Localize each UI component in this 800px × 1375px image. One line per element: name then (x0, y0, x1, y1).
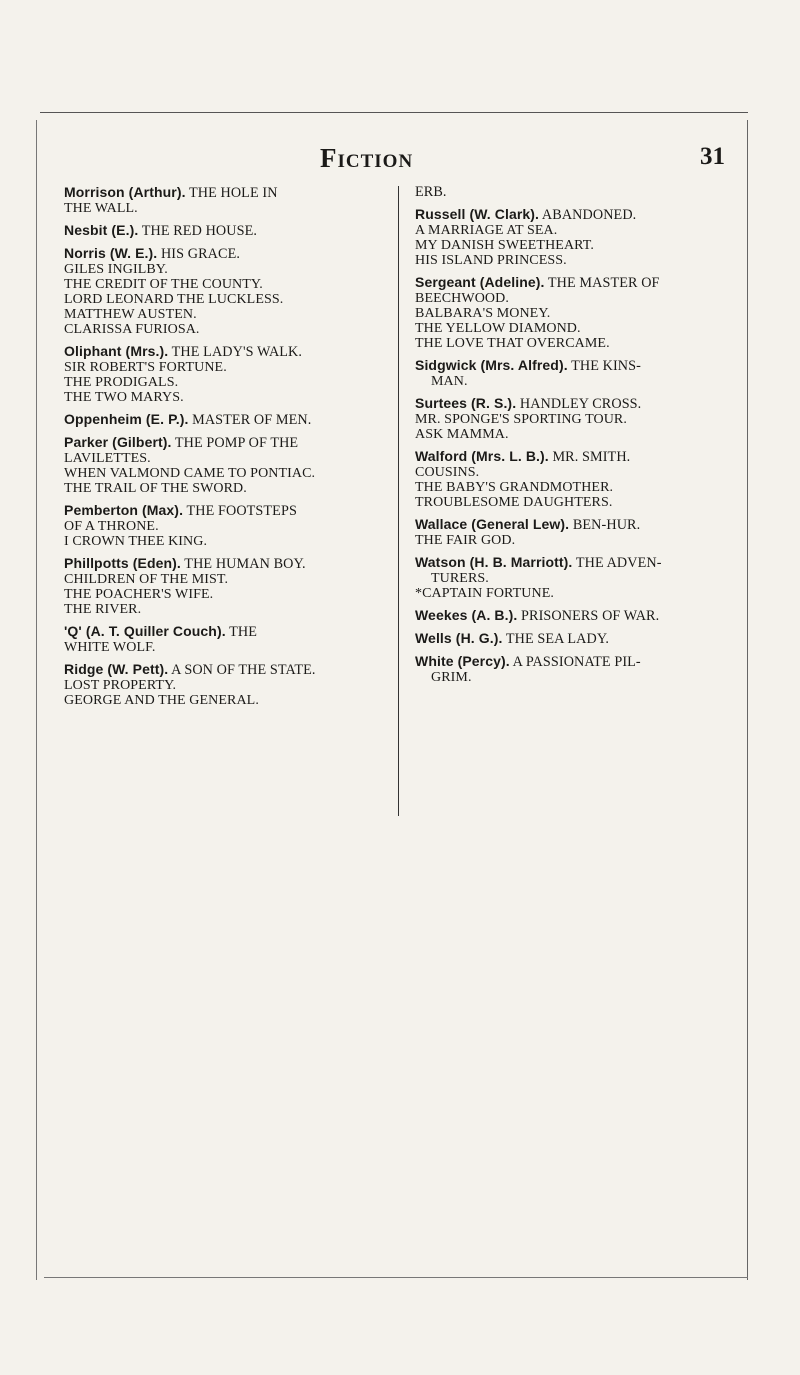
book-title: GEORGE AND THE GENERAL. (64, 693, 259, 708)
book-title: HIS GRACE. (160, 246, 240, 262)
catalogue-entry (415, 396, 735, 442)
catalogue-entry (415, 358, 735, 389)
author-name: Morrison (Arthur). (64, 184, 186, 200)
book-title: THE LADY'S WALK. (171, 344, 303, 360)
entry-title-line (64, 678, 384, 693)
book-title: THE BABY'S GRANDMOTHER. (415, 480, 614, 495)
book-title: THE PRODIGALS. (64, 375, 179, 390)
entry-title-line (415, 412, 735, 427)
catalogue-entry (415, 608, 735, 624)
entry-first-line (415, 654, 735, 670)
author-name: Walford (Mrs. L. B.). (415, 448, 549, 464)
author-name: Surtees (R. S.). (415, 395, 517, 411)
book-title: ASK MAMMA. (415, 427, 509, 442)
entry-title-line (64, 534, 384, 549)
entry-title-line (415, 321, 735, 336)
entry-first-line (64, 185, 384, 201)
author-name: Weekes (A. B.). (415, 607, 518, 623)
catalogue-entry (64, 246, 384, 337)
page-edge-top (40, 112, 748, 113)
page-edge-left (36, 120, 37, 1280)
book-title: MY DANISH SWEETHEART. (415, 238, 594, 253)
catalogue-entry (415, 631, 735, 647)
author-name: Oppenheim (E. P.). (64, 411, 189, 427)
book-title: LOST PROPERTY. (64, 678, 177, 693)
entry-first-line (64, 412, 384, 428)
book-title: MATTHEW AUSTEN. (64, 307, 197, 322)
book-title: ABANDONED. (541, 207, 637, 223)
catalogue-entry (64, 556, 384, 617)
author-name: Pemberton (Max). (64, 502, 184, 518)
catalogue-entry (415, 517, 735, 548)
entry-first-line (64, 223, 384, 239)
book-title: THE (229, 624, 257, 640)
entry-title-line (415, 238, 735, 253)
column-divider (398, 186, 399, 816)
right-column (415, 185, 735, 692)
entry-title-line (415, 374, 735, 389)
book-title: SIR ROBERT'S FORTUNE. (64, 360, 227, 375)
book-title: TURERS. (431, 571, 489, 586)
entry-title-line (64, 451, 384, 466)
book-title: HANDLEY CROSS. (519, 396, 642, 412)
entry-first-line (415, 631, 735, 647)
book-title: THE KINS- (571, 358, 641, 374)
entry-first-line (415, 396, 735, 412)
entry-first-line (64, 556, 384, 572)
entry-first-line (415, 275, 735, 291)
book-title: THE MASTER OF (547, 275, 660, 291)
entry-title-line (64, 602, 384, 617)
author-name: Sergeant (Adeline). (415, 274, 545, 290)
entry-title-line (64, 519, 384, 534)
entry-first-line (64, 503, 384, 519)
author-name: White (Percy). (415, 653, 510, 669)
book-title: THE SEA LADY. (505, 631, 610, 647)
book-title: MR. SMITH. (552, 449, 631, 465)
catalogue-entry (64, 344, 384, 405)
book-title: LAVILETTES. (64, 451, 151, 466)
running-head (0, 143, 800, 177)
entry-first-line (415, 517, 735, 533)
book-title: THE ADVEN- (575, 555, 662, 571)
book-title: THE LOVE THAT OVERCAME. (415, 336, 610, 351)
book-title: THE TRAIL OF THE SWORD. (64, 481, 247, 496)
catalogue-entry (415, 275, 735, 351)
entry-first-line (64, 435, 384, 451)
author-name: Phillpotts (Eden). (64, 555, 181, 571)
entry-title-line (415, 427, 735, 442)
catalogue-entry (64, 223, 384, 239)
entry-title-line (64, 277, 384, 292)
catalogue-entry (415, 449, 735, 510)
entry-title-line (415, 336, 735, 351)
book-title: BEECHWOOD. (415, 291, 509, 306)
book-title: THE RED HOUSE. (141, 223, 258, 239)
entry-title-line (415, 291, 735, 306)
book-title: ERB. (415, 184, 447, 200)
entry-title-line (415, 495, 735, 510)
book-title: THE POACHER'S WIFE. (64, 587, 214, 602)
book-title: THE POMP OF THE (174, 435, 299, 451)
entry-title-line (64, 572, 384, 587)
book-title: THE FAIR GOD. (415, 533, 516, 548)
book-title: BALBARA'S MONEY. (415, 306, 551, 321)
entry-first-line (64, 662, 384, 678)
entry-first-line (415, 608, 735, 624)
entry-title-line (64, 322, 384, 337)
book-title: TROUBLESOME DAUGHTERS. (415, 495, 613, 510)
entry-title-line (64, 375, 384, 390)
entry-first-line (415, 358, 735, 374)
book-title: MAN. (431, 374, 468, 389)
author-name: Parker (Gilbert). (64, 434, 172, 450)
entry-title-line (415, 670, 735, 685)
author-name: 'Q' (A. T. Quiller Couch). (64, 623, 226, 639)
entry-title-line (415, 465, 735, 480)
book-title: CLARISSA FURIOSA. (64, 322, 200, 337)
left-column (64, 185, 384, 715)
book-title: GILES INGILBY. (64, 262, 168, 277)
entry-title-line (64, 693, 384, 708)
entry-title-line (64, 201, 384, 216)
book-title: PRISONERS OF WAR. (521, 608, 660, 624)
book-title: THE YELLOW DIAMOND. (415, 321, 581, 336)
book-title: THE WALL. (64, 201, 138, 216)
page-edge-bottom (44, 1277, 748, 1278)
book-title: *CAPTAIN FORTUNE. (415, 586, 554, 601)
entry-title-line (64, 481, 384, 496)
entry-first-line (415, 185, 735, 200)
catalogue-entry (415, 654, 735, 685)
entry-first-line (415, 555, 735, 571)
page-title: Fiction (320, 143, 414, 173)
catalogue-entry (64, 185, 384, 216)
book-title: THE FOOTSTEPS (186, 503, 297, 519)
book-title: GRIM. (431, 670, 472, 685)
catalogue-entry (64, 503, 384, 549)
catalogue-entry (415, 207, 735, 268)
book-title: WHITE WOLF. (64, 640, 156, 655)
book-title: THE TWO MARYS. (64, 390, 184, 405)
page-edge-right (747, 120, 748, 1280)
book-title: WHEN VALMOND CAME TO PONTIAC. (64, 466, 316, 481)
entry-title-line (64, 587, 384, 602)
catalogue-entry (64, 662, 384, 708)
entry-title-line (415, 480, 735, 495)
entry-title-line (64, 262, 384, 277)
catalogue-entry (64, 435, 384, 496)
entry-first-line (64, 246, 384, 262)
book-title: THE HUMAN BOY. (184, 556, 306, 572)
author-name: Ridge (W. Pett). (64, 661, 169, 677)
catalogue-entry (415, 185, 735, 200)
catalogue-entry (64, 412, 384, 428)
book-title: A PASSIONATE PIL- (512, 654, 641, 670)
author-name: Nesbit (E.). (64, 222, 139, 238)
book-title: BEN-HUR. (572, 517, 641, 533)
book-title: CHILDREN OF THE MIST. (64, 572, 229, 587)
entry-first-line (415, 449, 735, 465)
book-title: MR. SPONGE'S SPORTING TOUR. (415, 412, 627, 427)
author-name: Norris (W. E.). (64, 245, 158, 261)
entry-first-line (64, 624, 384, 640)
book-title: THE CREDIT OF THE COUNTY. (64, 277, 263, 292)
entry-title-line (64, 640, 384, 655)
entry-title-line (415, 586, 735, 601)
entry-first-line (64, 344, 384, 360)
entry-title-line (64, 292, 384, 307)
catalogue-entry (64, 624, 384, 655)
catalogue-entry (415, 555, 735, 601)
book-title: A SON OF THE STATE. (171, 662, 316, 678)
entry-first-line (415, 207, 735, 223)
entry-title-line (415, 253, 735, 268)
author-name: Oliphant (Mrs.). (64, 343, 169, 359)
author-name: Sidgwick (Mrs. Alfred). (415, 357, 568, 373)
book-title: THE RIVER. (64, 602, 142, 617)
entry-title-line (415, 223, 735, 238)
book-title: COUSINS. (415, 465, 480, 480)
entry-title-line (415, 306, 735, 321)
page-number: 31 (700, 143, 725, 170)
book-title: OF A THRONE. (64, 519, 159, 534)
author-name: Watson (H. B. Marriott). (415, 554, 573, 570)
book-title: HIS ISLAND PRINCESS. (415, 253, 567, 268)
author-name: Wells (H. G.). (415, 630, 503, 646)
entry-title-line (64, 360, 384, 375)
entry-title-line (415, 533, 735, 548)
entry-title-line (64, 390, 384, 405)
book-title: I CROWN THEE KING. (64, 534, 208, 549)
book-title: A MARRIAGE AT SEA. (415, 223, 558, 238)
author-name: Wallace (General Lew). (415, 516, 570, 532)
entry-title-line (415, 571, 735, 586)
entry-title-line (64, 466, 384, 481)
book-title: MASTER OF MEN. (192, 412, 312, 428)
entry-title-line (64, 307, 384, 322)
book-title: THE HOLE IN (188, 185, 278, 201)
author-name: Russell (W. Clark). (415, 206, 540, 222)
book-title: LORD LEONARD THE LUCKLESS. (64, 292, 284, 307)
